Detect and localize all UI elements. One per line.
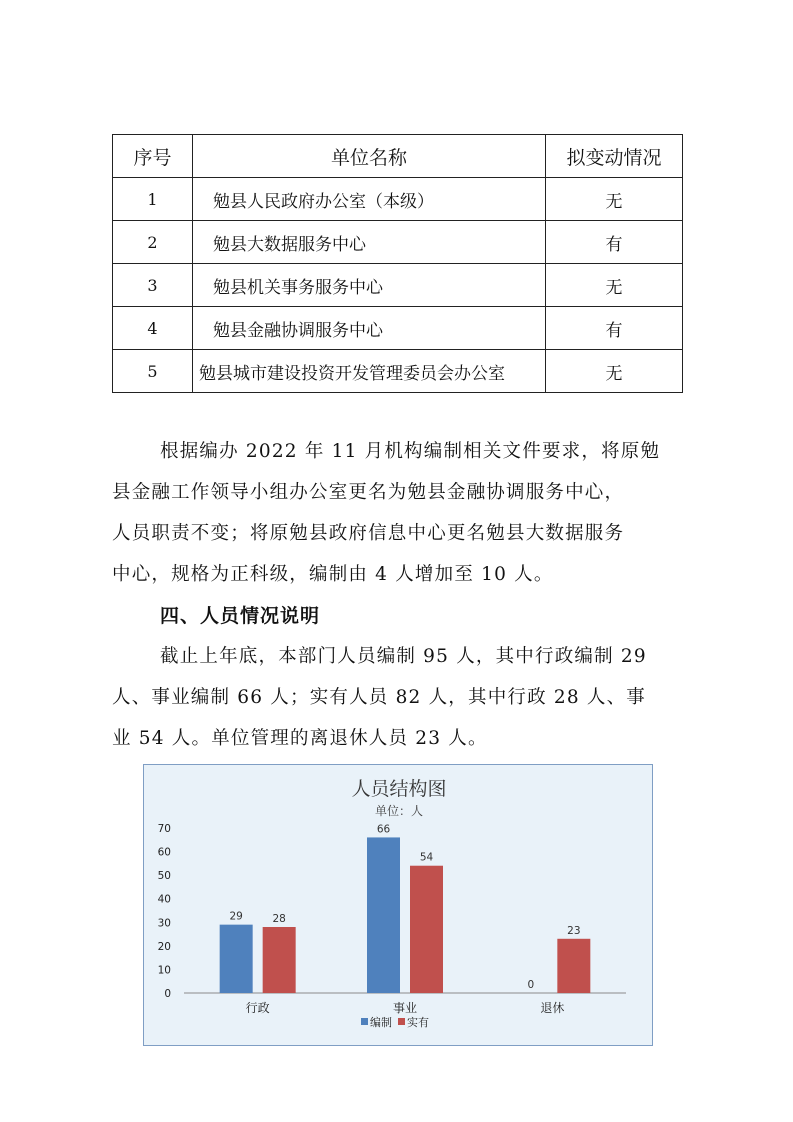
bar-编制 <box>367 837 400 993</box>
row-unit-name: 勉县金融协调服务中心 <box>193 307 546 350</box>
table-row <box>113 221 683 264</box>
data-label: 0 <box>527 979 535 991</box>
paragraph-line: 人员职责不变；将原勉县政府信息中心更名勉县大数据服务 <box>112 523 625 544</box>
header-unit-name: 单位名称 <box>193 135 546 178</box>
row-serial: 2 <box>113 221 193 264</box>
y-tick-label: 0 <box>164 988 171 1000</box>
legend-label: 实有 <box>407 1016 429 1029</box>
staff-structure-chart <box>143 764 653 1046</box>
paragraph-line: 业 54 人。单位管理的离退休人员 23 人。 <box>112 728 488 749</box>
row-unit-name: 勉县城市建设投资开发管理委员会办公室 <box>193 350 546 393</box>
section-heading: 四、人员情况说明 <box>160 605 321 627</box>
row-change: 有 <box>546 307 683 350</box>
data-label: 54 <box>419 851 434 864</box>
data-label: 28 <box>272 913 286 925</box>
paragraph-line: 中心，规格为正科级，编制由 4 人增加至 10 人。 <box>112 564 554 585</box>
table-row <box>113 307 683 350</box>
paragraph-line: 县金融工作领导小组办公室更名为勉县金融协调服务中心， <box>112 482 625 503</box>
staff-paragraph <box>112 636 681 759</box>
data-label: 66 <box>376 823 391 836</box>
x-tick-label: 事业 <box>392 1001 418 1015</box>
row-change: 无 <box>546 178 683 221</box>
legend-swatch-实有 <box>398 1018 405 1025</box>
table-row <box>113 350 683 393</box>
legend-swatch-编制 <box>361 1018 368 1025</box>
row-serial: 3 <box>113 264 193 307</box>
bar-实有 <box>557 939 590 993</box>
y-tick-label: 40 <box>157 893 171 906</box>
row-serial: 4 <box>113 307 193 350</box>
table-row <box>113 178 683 221</box>
x-tick-label: 退休 <box>540 1001 565 1015</box>
y-tick-label: 20 <box>157 940 171 953</box>
header-serial: 序号 <box>113 135 193 178</box>
chart-subtitle: 单位：人 <box>374 804 424 818</box>
header-change: 拟变动情况 <box>546 135 683 178</box>
paragraph-line: 人、事业编制 66 人；实有人员 82 人，其中行政 28 人、事 <box>112 687 647 708</box>
y-tick-label: 70 <box>157 823 171 835</box>
y-tick-label: 30 <box>157 917 171 930</box>
row-unit-name: 勉县大数据服务中心 <box>193 221 546 264</box>
table-header-row <box>113 135 683 178</box>
y-tick-label: 50 <box>157 870 171 883</box>
chart-title: 人员结构图 <box>351 778 447 800</box>
row-change: 有 <box>546 221 683 264</box>
data-label: 23 <box>567 924 581 937</box>
row-unit-name: 勉县机关事务服务中心 <box>193 264 546 307</box>
table-row <box>113 264 683 307</box>
org-change-paragraph <box>112 431 681 595</box>
bar-实有 <box>263 927 296 993</box>
data-label: 29 <box>229 910 243 923</box>
row-change: 无 <box>546 350 683 393</box>
row-change: 无 <box>546 264 683 307</box>
paragraph-line: 根据编办 2022 年 11 月机构编制相关文件要求，将原勉 <box>160 441 661 462</box>
y-tick-label: 10 <box>157 964 171 977</box>
bar-编制 <box>220 925 253 993</box>
bar-实有 <box>410 866 443 993</box>
x-tick-label: 行政 <box>245 1001 270 1015</box>
row-serial: 5 <box>113 350 193 393</box>
unit-change-table <box>112 134 683 393</box>
paragraph-line: 截止上年底，本部门人员编制 95 人，其中行政编制 29 <box>160 646 647 667</box>
legend-label: 编制 <box>370 1016 392 1029</box>
row-unit-name: 勉县人民政府办公室（本级） <box>193 178 546 221</box>
y-tick-label: 60 <box>157 846 171 859</box>
chart-svg <box>144 765 654 1047</box>
row-serial: 1 <box>113 178 193 221</box>
